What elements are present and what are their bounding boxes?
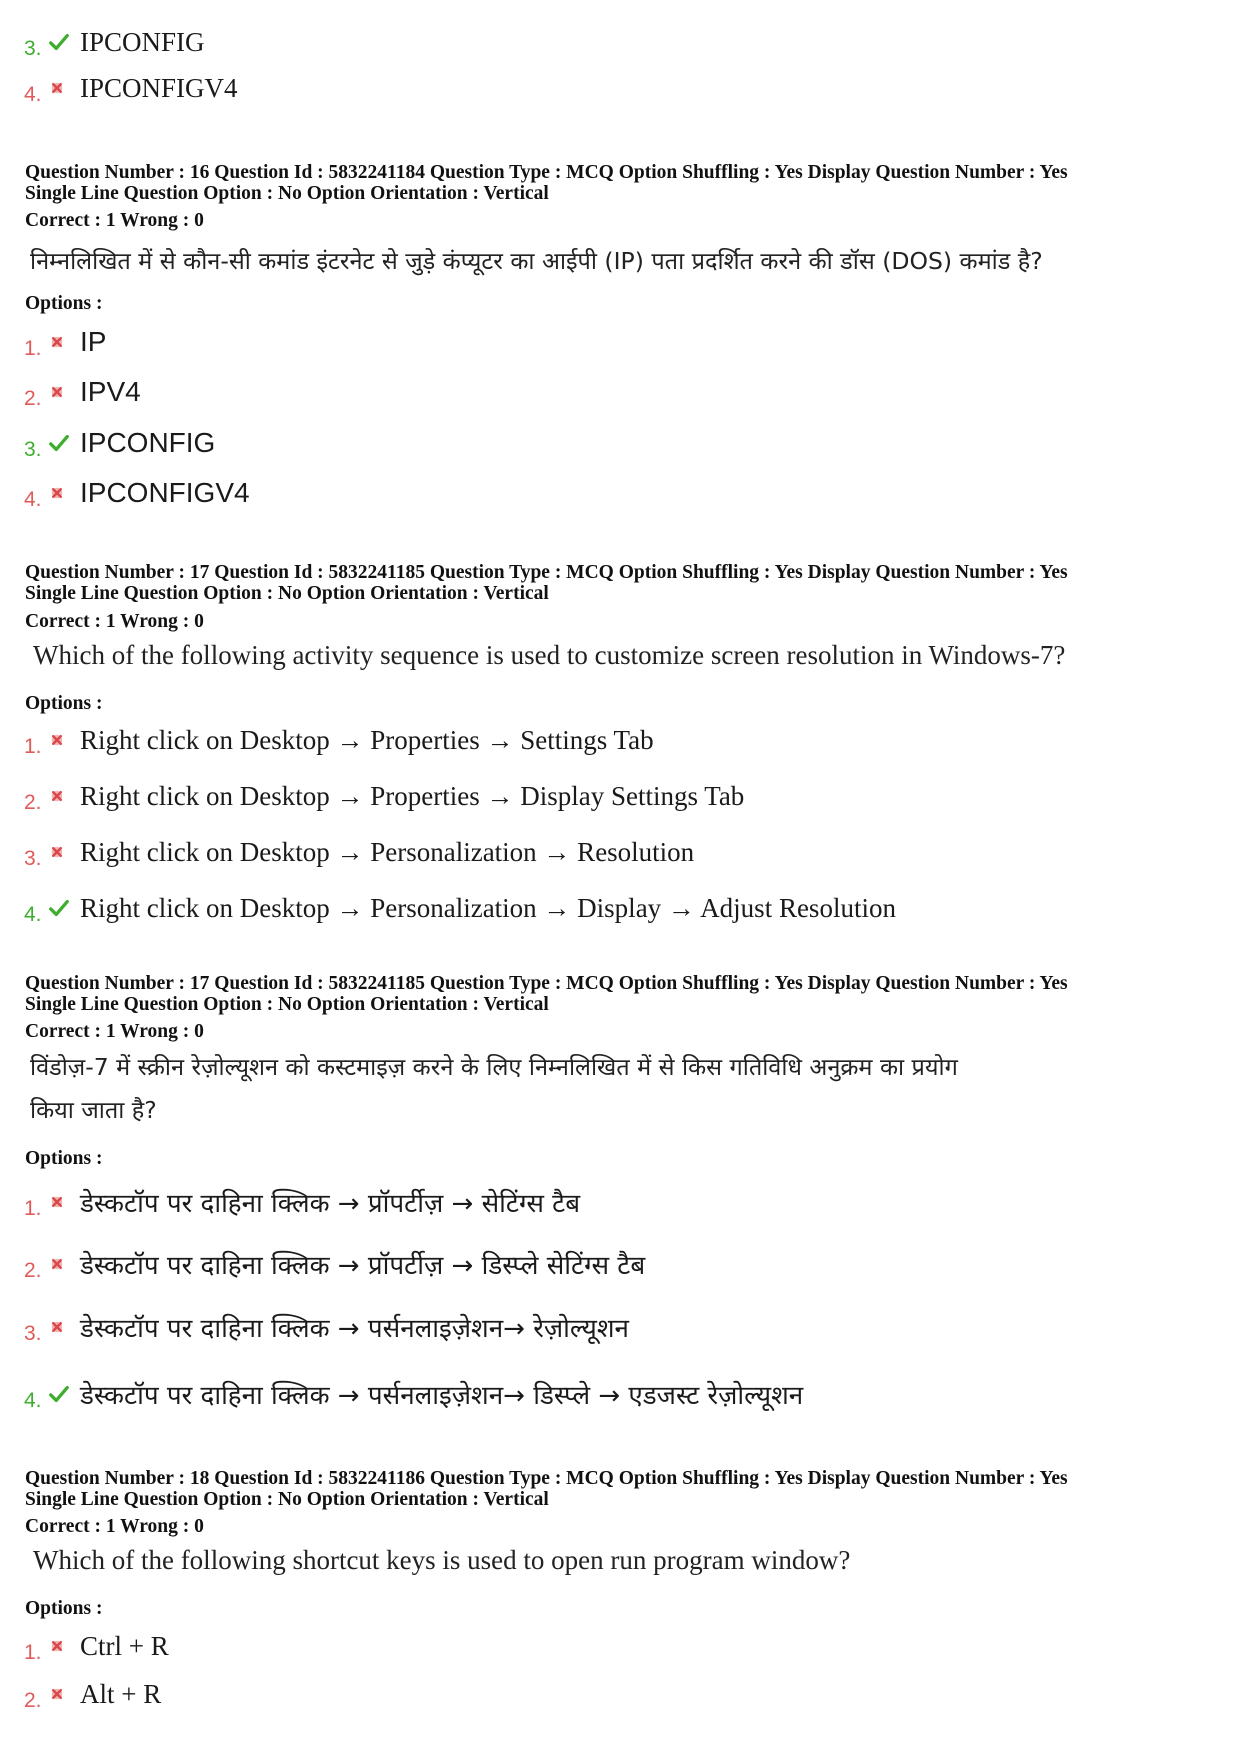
option-number: 2. xyxy=(24,387,42,410)
option-text: IPCONFIG xyxy=(80,26,205,57)
cross-icon xyxy=(48,1637,80,1655)
option-text: IPCONFIGV4 xyxy=(80,72,238,103)
cross-icon xyxy=(48,1255,80,1273)
question-meta-line: Single Line Question Option : No Option Orientation : Vertical xyxy=(25,183,549,204)
question-text: Which of the following shortcut keys is used to open run program window? xyxy=(33,1545,851,1575)
option-number: 4. xyxy=(24,83,42,106)
cross-icon xyxy=(48,383,80,401)
question-meta-line: Question Number : 17 Question Id : 5832241185 Question Type : MCQ Option Shuffling : Yes Display Question Number : Yes xyxy=(25,562,1068,583)
check-icon xyxy=(48,1383,80,1405)
check-icon xyxy=(48,31,80,53)
options-label: Options : xyxy=(25,693,103,714)
check-icon xyxy=(48,432,80,454)
option-number: 2. xyxy=(24,791,42,814)
option-number: 3. xyxy=(24,847,42,870)
question-text: निम्नलिखित में से कौन-सी कमांड इंटरनेट से जुड़े कंप्यूटर का आईपी (IP) पता प्रदर्शित करने की डॉस (DOS) कमांड है? xyxy=(30,247,1043,275)
question-meta xyxy=(25,973,1068,1015)
question-meta xyxy=(25,162,1068,204)
options-label: Options : xyxy=(25,293,103,314)
question-meta-line: Question Number : 16 Question Id : 5832241184 Question Type : MCQ Option Shuffling : Yes Display Question Number : Yes xyxy=(25,162,1068,183)
question-text: Which of the following activity sequence is used to customize screen resolution in Windows-7? xyxy=(33,640,1066,670)
cross-icon xyxy=(48,79,80,97)
option-number: 3. xyxy=(24,438,42,461)
option-row xyxy=(24,1624,169,1668)
cross-icon xyxy=(48,1318,80,1336)
question-text-line: विंडोज़-7 में स्क्रीन रेज़ोल्यूशन को कस्टमाइज़ करने के लिए निम्नलिखित में से किस गतिविधि अनुक्रम का प्रयोग xyxy=(30,1053,958,1081)
option-number: 1. xyxy=(24,735,42,758)
option-row xyxy=(24,1372,803,1416)
option-text: Right click on Desktop → Properties → Settings Tab xyxy=(80,724,654,755)
option-number: 4. xyxy=(24,488,42,511)
score-info: Correct : 1 Wrong : 0 xyxy=(25,1021,204,1042)
option-row xyxy=(24,471,250,515)
cross-icon xyxy=(48,731,80,749)
option-row xyxy=(24,830,694,874)
option-row xyxy=(24,1672,161,1716)
cross-icon xyxy=(48,333,80,351)
question-meta-line: Single Line Question Option : No Option Orientation : Vertical xyxy=(25,994,549,1015)
option-text: डेस्कटॉप पर दाहिना क्लिक → पर्सनलाइज़ेशन→ रेज़ोल्यूशन xyxy=(80,1314,629,1344)
option-number: 1. xyxy=(24,337,42,360)
question-meta-line: Single Line Question Option : No Option Orientation : Vertical xyxy=(25,1489,549,1510)
question-meta xyxy=(25,562,1068,604)
option-text: Right click on Desktop → Personalization → Resolution xyxy=(80,836,695,867)
option-number: 4. xyxy=(24,903,42,926)
option-row xyxy=(24,718,654,762)
option-text: डेस्कटॉप पर दाहिना क्लिक → पर्सनलाइज़ेशन→ डिस्प्ले → एडजस्ट रेज़ोल्यूशन xyxy=(80,1381,804,1411)
question-text-line: किया जाता है? xyxy=(30,1096,157,1124)
option-text: Alt + R xyxy=(80,1678,162,1709)
score-info: Correct : 1 Wrong : 0 xyxy=(25,611,204,632)
option-row xyxy=(24,1305,629,1349)
option-number: 1. xyxy=(24,1197,42,1220)
cross-icon xyxy=(48,484,80,502)
option-text: Ctrl + R xyxy=(80,1630,169,1661)
option-text: डेस्कटॉप पर दाहिना क्लिक → प्रॉपर्टीज़ → डिस्प्ले सेटिंग्स टैब xyxy=(80,1251,646,1281)
option-text: डेस्कटॉप पर दाहिना क्लिक → प्रॉपर्टीज़ → सेटिंग्स टैब xyxy=(80,1189,581,1219)
cross-icon xyxy=(48,1193,80,1211)
option-text: Right click on Desktop → Properties → Display Settings Tab xyxy=(80,780,745,811)
question-meta-line: Single Line Question Option : No Option Orientation : Vertical xyxy=(25,583,549,604)
option-text: Right click on Desktop → Personalization → Display → Adjust Resolution xyxy=(80,892,896,923)
question-meta-line: Question Number : 18 Question Id : 5832241186 Question Type : MCQ Option Shuffling : Yes Display Question Number : Yes xyxy=(25,1468,1068,1489)
option-text: IPV4 xyxy=(80,376,141,407)
option-row xyxy=(24,370,141,414)
score-info: Correct : 1 Wrong : 0 xyxy=(25,1516,204,1537)
question-meta xyxy=(25,1468,1068,1510)
option-row xyxy=(24,66,238,110)
option-row xyxy=(24,421,215,465)
cross-icon xyxy=(48,843,80,861)
option-text: IPCONFIG xyxy=(80,427,216,458)
option-number: 1. xyxy=(24,1641,42,1664)
cross-icon xyxy=(48,787,80,805)
cross-icon xyxy=(48,1685,80,1703)
option-row xyxy=(24,1242,645,1286)
option-number: 2. xyxy=(24,1689,42,1712)
option-number: 3. xyxy=(24,1322,42,1345)
options-label: Options : xyxy=(25,1148,103,1169)
option-text: IP xyxy=(80,326,107,357)
option-number: 3. xyxy=(24,37,42,60)
option-number: 2. xyxy=(24,1259,42,1282)
option-row xyxy=(24,1180,580,1224)
option-row xyxy=(24,320,106,364)
option-number: 4. xyxy=(24,1389,42,1412)
check-icon xyxy=(48,897,80,919)
option-row xyxy=(24,886,896,930)
question-meta-line: Question Number : 17 Question Id : 5832241185 Question Type : MCQ Option Shuffling : Yes Display Question Number : Yes xyxy=(25,973,1068,994)
score-info: Correct : 1 Wrong : 0 xyxy=(25,210,204,231)
options-label: Options : xyxy=(25,1598,103,1619)
option-row xyxy=(24,774,744,818)
option-row xyxy=(24,20,205,64)
option-text: IPCONFIGV4 xyxy=(80,477,250,508)
